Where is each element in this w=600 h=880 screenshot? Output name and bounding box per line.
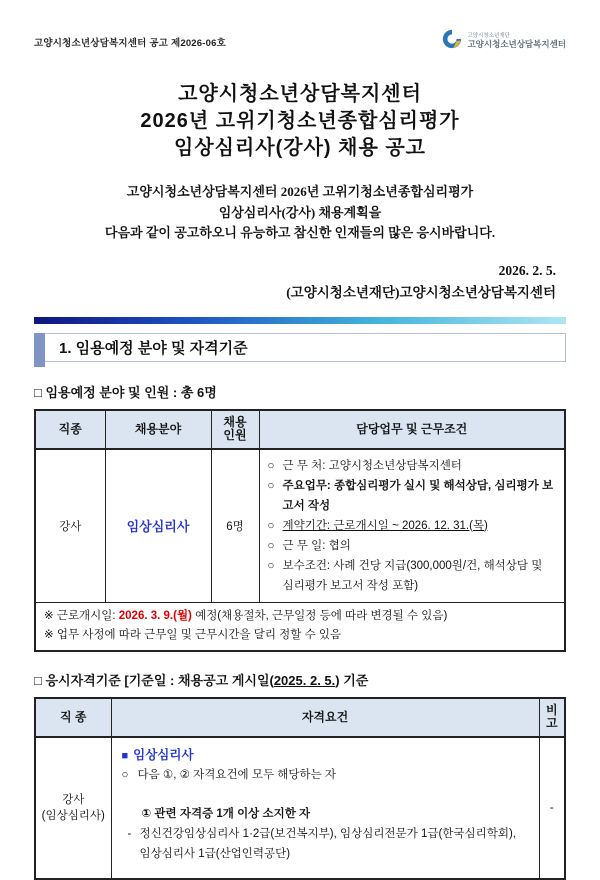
requirement-item-1: ① 관련 자격증 1개 이상 소지한 자 bbox=[141, 807, 311, 820]
recruit-table-header-row bbox=[35, 410, 565, 449]
col-header-job-type: 직종 bbox=[35, 410, 105, 449]
eligibility-table-row bbox=[35, 737, 565, 879]
section1-title: 1. 임용예정 분야 및 자격기준 bbox=[59, 339, 248, 357]
eligibility-base-date: 2025. 2. 5. bbox=[273, 672, 336, 688]
duty-main-tasks: ○ 주요업무: 종합심리평가 실시 및 해석상담, 심리평가 보고서 작성 bbox=[267, 479, 554, 512]
subheading-recruit-field: □ 임용예정 분야 및 인원 : 총 6명 bbox=[34, 384, 217, 400]
cell-job-type: 강사 bbox=[35, 449, 105, 603]
requirement-item-1-detail: - 정신건강임상심리사 1·2급(보건복지부), 임상심리전문가 1급(한국심리학회), 임상심리사 1급(산업인력공단) bbox=[127, 828, 516, 860]
title-line-3: 임상심리사(강사) 채용 공고 bbox=[174, 137, 426, 159]
recruit-table-row bbox=[35, 449, 565, 603]
blue-square-bullet: ■ bbox=[121, 749, 129, 762]
date-issuer-block bbox=[34, 260, 566, 304]
org-logo-text bbox=[467, 33, 566, 49]
cell-requirements bbox=[111, 737, 539, 879]
duty-pay: ○ 보수조건: 사례 건당 지급(300,000원/건, 해석상담 및 심리평가 보고서 작성 포함) bbox=[267, 559, 543, 592]
title-line-2: 2026년 고위기청소년종합심리평가 bbox=[140, 110, 460, 132]
col-header-job: 직 종 bbox=[35, 698, 111, 737]
org-logo-center: 고양시청소년상담복지센터 bbox=[467, 38, 566, 49]
notice-number: 고양시청소년상담복지센터 공고 제2026-06호 bbox=[34, 37, 226, 49]
duty-contract-period: ○ 계약기간: 근로개시일 ~ 2026. 12. 31.(목) bbox=[267, 519, 488, 532]
cell-headcount: 6명 bbox=[211, 449, 259, 603]
intro-line-3: 다음과 같이 공고하오니 유능하고 참신한 인재들의 많은 응시바랍니다. bbox=[104, 225, 496, 240]
col-header-headcount: 채용 인원 bbox=[211, 410, 259, 449]
note-work-start: ※ 근로개시일: 2026. 3. 9.(월) 예정(채용절차, 근무일정 등에 따라 변경될 수 있음) bbox=[44, 609, 448, 622]
work-start-date: 2026. 3. 9.(월) bbox=[118, 609, 192, 622]
requirement-condition: ○ 다음 ①, ② 자격요건에 모두 해당하는 자 bbox=[121, 769, 337, 781]
cell-notes bbox=[35, 602, 565, 651]
doc-header bbox=[34, 28, 566, 55]
eligibility-table bbox=[34, 697, 566, 880]
section-title-box bbox=[43, 333, 566, 362]
eligibility-table-header-row bbox=[35, 698, 565, 737]
section1-header bbox=[34, 333, 566, 367]
cell-recruit-field: 임상심리사 bbox=[105, 449, 211, 603]
cell-duties bbox=[259, 449, 565, 603]
subheading-eligibility: □ 응시자격기준 [기준일 : 채용공고 게시일(2025. 2. 5.) 기준 bbox=[34, 672, 369, 688]
col-header-requirements: 자격요건 bbox=[111, 698, 539, 737]
page-title bbox=[34, 81, 566, 162]
note-schedule: ※ 업무 사정에 따라 근무일 및 근무시간을 달리 정할 수 있음 bbox=[44, 629, 342, 641]
cell-remarks: - bbox=[539, 737, 565, 879]
spacer bbox=[122, 786, 529, 805]
col-header-field: 채용분야 bbox=[105, 410, 211, 449]
col-header-remarks: 비 고 bbox=[539, 698, 565, 737]
org-logo bbox=[441, 28, 566, 55]
section-accent-bar bbox=[34, 333, 45, 367]
title-line-1: 고양시청소년상담복지센터 bbox=[178, 83, 422, 105]
intro-line-2: 임상심리사(강사) 채용계획을 bbox=[218, 204, 382, 220]
cell-eligibility-job: 강사 (임상심리사) bbox=[35, 737, 111, 879]
intro-line-1: 고양시청소년상담복지센터 2026년 고위기청소년종합심리평가 bbox=[126, 184, 474, 199]
org-logo-icon bbox=[441, 28, 463, 55]
col-header-duties: 담당업무 및 근무조건 bbox=[259, 410, 565, 449]
org-logo-foundation: 고양시청소년재단 bbox=[467, 33, 510, 40]
doc-issuer: (고양시청소년재단)고양시청소년상담복지센터 bbox=[286, 284, 556, 300]
intro-paragraph bbox=[34, 182, 566, 244]
doc-date: 2026. 2. 5. bbox=[498, 262, 556, 278]
requirement-title: ■ 임상심리사 bbox=[121, 747, 194, 762]
duty-workdays: ○ 근 무 일: 협의 bbox=[267, 539, 351, 552]
duty-workplace: ○ 근 무 처: 고양시청소년상담복지센터 bbox=[267, 459, 462, 472]
recruit-table-notes-row bbox=[35, 602, 565, 651]
recruit-table bbox=[34, 409, 566, 652]
gradient-divider-bar bbox=[34, 317, 566, 324]
